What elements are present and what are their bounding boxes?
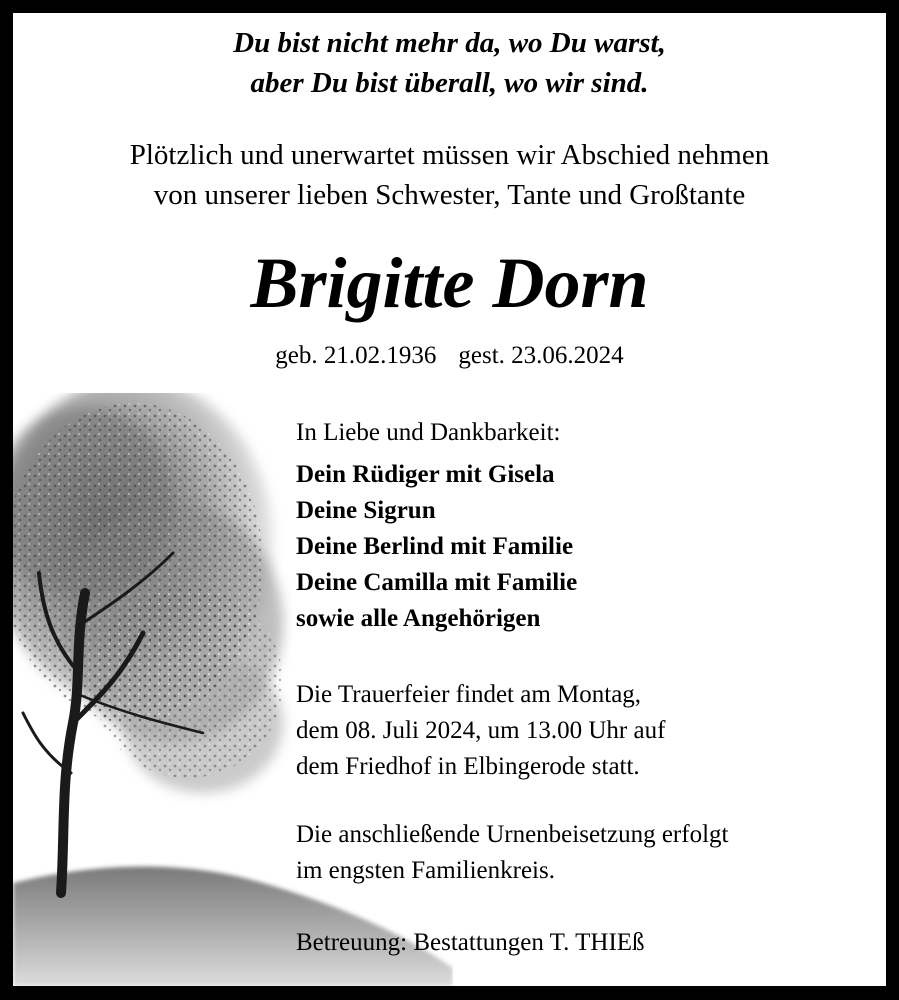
life-dates	[13, 339, 886, 373]
urn-burial-info	[296, 817, 876, 889]
birth-date: geb. 21.02.1936	[275, 342, 437, 369]
ceremony-line: dem 08. Juli 2024, um 13.00 Uhr auf	[296, 717, 666, 744]
ceremony-line: dem Friedhof in Elbingerode statt.	[296, 753, 640, 780]
death-date: gest. 23.06.2024	[458, 342, 624, 369]
mourner-name: Deine Camilla mit Familie	[296, 569, 578, 596]
mourner-name: Dein Rüdiger mit Gisela	[296, 461, 555, 488]
mourner-name: sowie alle Angehörigen	[296, 605, 541, 632]
tree-crown	[13, 393, 283, 793]
mourners-list	[296, 457, 876, 637]
ceremony-info	[296, 677, 876, 785]
mourners-heading: In Liebe und Dankbarkeit:	[296, 419, 561, 446]
deceased-name: Brigitte Dorn	[250, 243, 649, 323]
mourners-section	[296, 415, 876, 889]
intro-line: von unserer lieben Schwester, Tante und Großtante	[153, 179, 746, 211]
mourner-name: Deine Berlind mit Familie	[296, 533, 574, 560]
motto-line: aber Du bist überall, wo wir sind.	[250, 67, 649, 99]
mourner-name: Deine Sigrun	[296, 497, 436, 524]
motto-quote	[13, 23, 886, 103]
funeral-home-credit: Betreuung: Bestattungen T. THIEß	[296, 929, 645, 956]
obituary-notice	[13, 13, 886, 986]
urn-line: Die anschließende Urnenbeisetzung erfolgt	[296, 821, 729, 848]
ceremony-line: Die Trauerfeier findet am Montag,	[296, 681, 642, 708]
announcement-intro	[13, 135, 886, 215]
motto-line: Du bist nicht mehr da, wo Du warst,	[233, 27, 666, 59]
urn-line: im engsten Familienkreis.	[296, 857, 555, 884]
intro-line: Plötzlich und unerwartet müssen wir Abschied nehmen	[129, 139, 770, 171]
